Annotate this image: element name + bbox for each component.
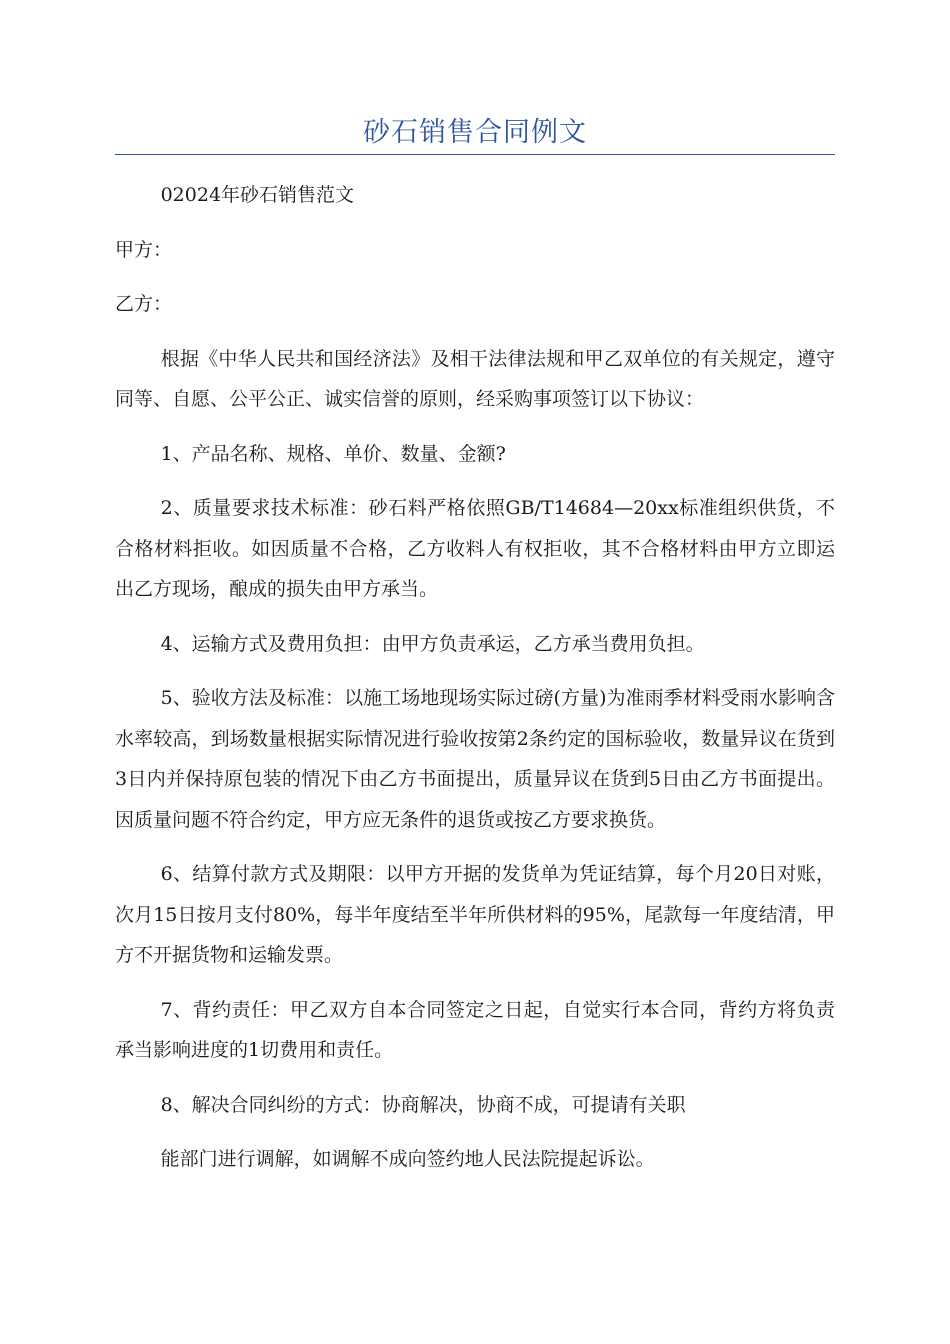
paragraph-subtitle: 02024年砂石销售范文	[160, 184, 355, 206]
document-body	[115, 175, 835, 1194]
paragraph-clause-1: 1、产品名称、规格、单价、数量、金额?	[160, 442, 506, 465]
title-underline	[115, 154, 835, 155]
paragraph-clause-7: 7、背约责任：甲乙双方自本合同签定之日起，自觉实行本合同，背约方将负责承当影响进度的1切费用和责任。	[115, 998, 835, 1061]
paragraph-clause-2: 2、质量要求技术标准：砂石料严格依照GB/T14684—20xx标准组织供货，不合格材料拒收。如因质量不合格，乙方收料人有权拒收，其不合格材料由甲方立即运出乙方现场，酿成的损失由甲方承当。	[115, 497, 835, 600]
paragraph-clause-5: 5、验收方法及标准：以施工场地现场实际过磅(方量)为准雨季材料受雨水影响含水率较高，到场数量根据实际情况进行验收按第2条约定的国标验收，数量异议在货到3日内并保持原包装的情况下由乙方书面提出，质量异议在货到5日由乙方书面提出。因质量问题不符合约定，甲方应无条件的退货或按乙方要求换货。	[115, 687, 835, 831]
paragraph-clause-6: 6、结算付款方式及期限：以甲方开据的发货单为凭证结算，每个月20日对账，次月15日按月支付80%，每半年度结至半年所供材料的95%，尾款每一年度结清，甲方不开据货物和运输发票。	[115, 863, 835, 966]
document-title: 砂石销售合同例文	[363, 117, 587, 148]
paragraph-party-a: 甲方：	[115, 238, 173, 261]
paragraph-preamble: 根据《中华人民共和国经济法》及相干法律法规和甲乙双单位的有关规定，遵守同等、自愿、公平公正、诚实信誉的原则，经采购事项签订以下协议：	[115, 347, 835, 410]
paragraph-clause-4: 4、运输方式及费用负担：由甲方负责承运，乙方承当费用负担。	[160, 632, 705, 655]
paragraph-party-b: 乙方：	[115, 293, 173, 315]
paragraph-clause-8: 8、解决合同纠纷的方式：协商解决，协商不成，可提请有关职	[160, 1093, 686, 1116]
paragraph-clause-8-continued: 能部门进行调解，如调解不成向签约地人民法院提起诉讼。	[160, 1148, 655, 1170]
